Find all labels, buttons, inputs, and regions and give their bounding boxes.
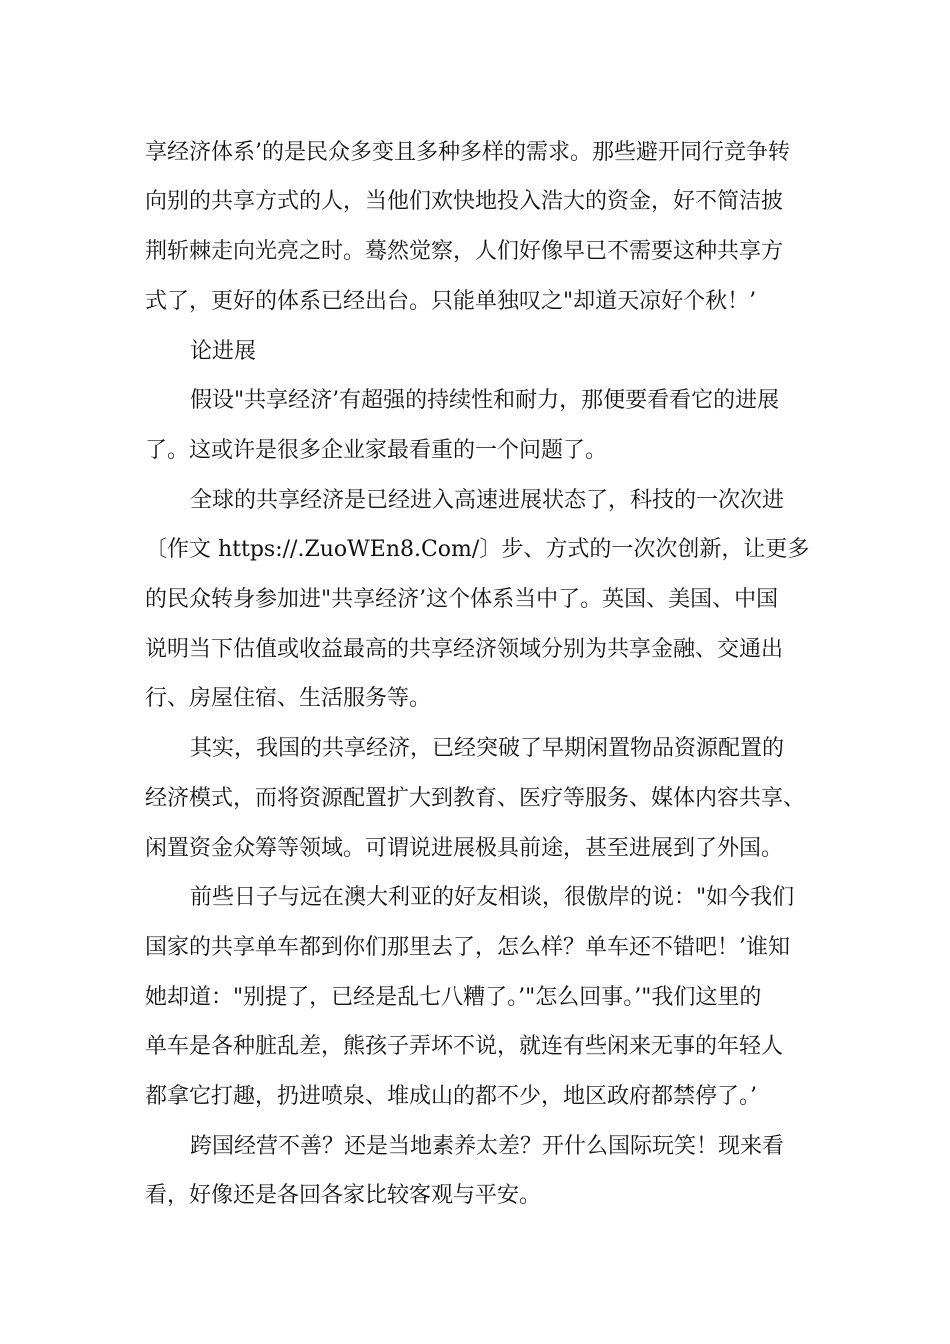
text-line: 行、房屋住宿、生活服务等。 [145, 686, 432, 711]
text-line: 荆斩棘走向光亮之时。蓦然觉察，人们好像早已不需要这种共享方 [145, 239, 784, 264]
text-line: 前些日子与远在澳大利亚的好友相谈，很傲岸的说："如今我们 [190, 885, 795, 910]
text-line: 〔作文 https://.ZuoWEn8.Com/〕步、方式的一次次创新，让更多 [145, 537, 810, 562]
text-line: 跨国经营不善？还是当地素养太差？开什么国际玩笑！现来看 [190, 1134, 785, 1159]
text-line: 她却道："别提了，已经是乱七八糟了。’"怎么回事。’"我们这里的 [145, 985, 762, 1010]
text-line: 式了，更好的体系已经出台。只能单独叹之"却道天凉好个秋！’ [145, 289, 757, 314]
text-line: 都拿它打趣，扔进喷泉、堆成山的都不少，地区政府都禁停了。’ [145, 1084, 757, 1109]
text-line: 全球的共享经济是已经进入高速进展状态了，科技的一次次进 [190, 488, 785, 513]
text-line: 向别的共享方式的人，当他们欢快地投入浩大的资金，好不简洁披 [145, 189, 784, 214]
text-line: 单车是各种脏乱差，熊孩子弄坏不说，就连有些闲来无事的年轻人 [145, 1034, 784, 1059]
text-line: 经济模式，而将资源配置扩大到教育、医疗等服务、媒体内容共享、 [145, 786, 806, 811]
text-line: 其实，我国的共享经济，已经突破了早期闲置物品资源配置的 [190, 736, 785, 761]
text-line: 看，好像还是各回各家比较客观与平安。 [145, 1183, 542, 1208]
text-line: 了。这或许是很多企业家最看重的一个问题了。 [145, 438, 608, 463]
text-line: 的民众转身参加进"共享经济’这个体系当中了。英国、美国、中国 [145, 587, 779, 612]
text-line: 假设"共享经济’有超强的持续性和耐力，那便要看看它的进展 [190, 388, 780, 413]
text-line: 享经济体系’的是民众多变且多种多样的需求。那些避开同行竞争转 [145, 140, 790, 165]
text-line: 说明当下估值或收益最高的共享经济领域分别为共享金融、交通出 [145, 637, 784, 662]
text-line: 闲置资金众筹等领域。可谓说进展极具前途，甚至进展到了外国。 [145, 836, 784, 861]
text-line: 国家的共享单车都到你们那里去了，怎么样？单车还不错吧！’谁知 [145, 935, 790, 960]
section-heading: 论进展 [190, 339, 257, 364]
